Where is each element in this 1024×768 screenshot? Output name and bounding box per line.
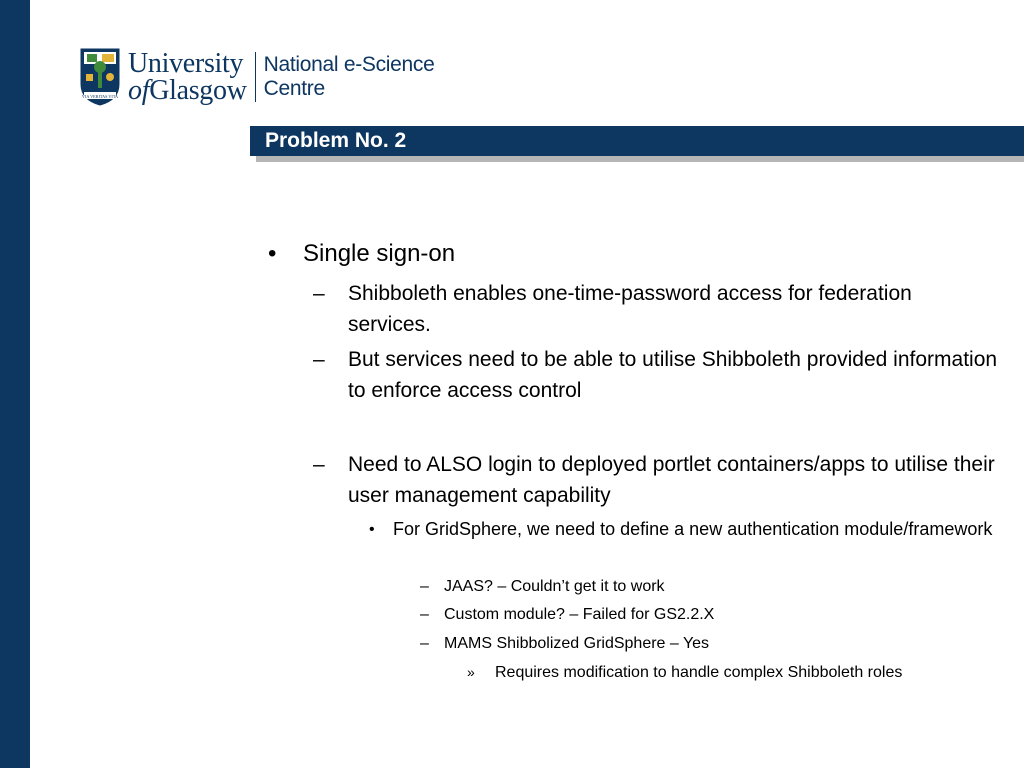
bullet-text: MAMS Shibbolized GridSphere – Yes <box>444 635 710 652</box>
bullet-text: Need to ALSO login to deployed portlet containers/apps to utilise their user management capability <box>348 453 995 507</box>
bullet-item <box>313 449 998 511</box>
bullet-marker: • <box>369 521 375 538</box>
bullet-item <box>467 660 975 685</box>
bullet-text: Single sign-on <box>303 240 456 267</box>
bullet-marker: – <box>313 453 325 476</box>
bullet-marker: – <box>420 578 429 595</box>
university-name-of: of <box>128 75 150 106</box>
bullet-text: For GridSphere, we need to define a new authentication module/framework <box>393 519 993 539</box>
crest-motto: VIA VERITAS VITA <box>81 94 119 99</box>
centre-name-line1: National e-Science <box>263 53 435 76</box>
centre-name-line2: Centre <box>263 77 325 100</box>
bullet-text: Custom module? – Failed for GS2.2.X <box>444 606 715 623</box>
bullet-item <box>268 239 903 269</box>
bullet-item <box>313 344 998 406</box>
bullet-item <box>420 632 964 656</box>
bullet-text: Shibboleth enables one-time-password access for federation services. <box>348 282 912 336</box>
bullet-marker: – <box>420 635 429 652</box>
bullet-marker: – <box>313 348 325 371</box>
bullet-marker: » <box>467 664 475 680</box>
slide-title: Problem No. 2 <box>265 129 407 152</box>
university-name-glasgow: Glasgow <box>149 75 247 106</box>
bullet-text: But services need to be able to utilise Shibboleth provided information to enforce access control <box>348 348 998 402</box>
bullet-item <box>369 516 993 543</box>
bullet-marker: • <box>268 240 277 267</box>
university-name-line1: University <box>128 48 244 79</box>
bullet-item <box>313 278 998 340</box>
bullet-item <box>420 603 964 627</box>
bullet-text: Requires modification to handle complex Shibboleth roles <box>495 664 903 681</box>
bullet-marker: – <box>420 606 429 623</box>
bullet-marker: – <box>313 282 325 305</box>
bullet-item <box>420 575 964 599</box>
bullet-text: JAAS? – Couldn’t get it to work <box>444 578 665 595</box>
